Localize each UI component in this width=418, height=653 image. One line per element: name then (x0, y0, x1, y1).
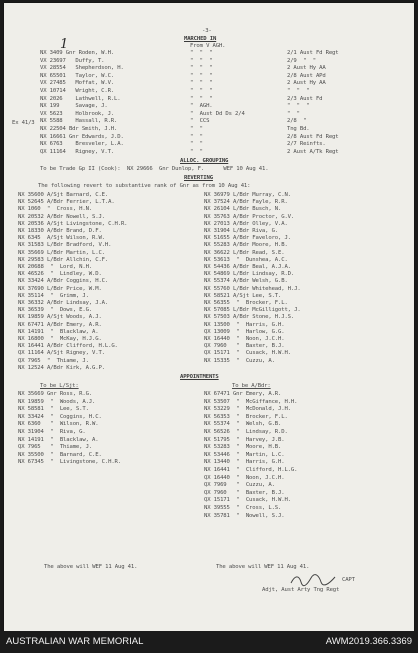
appointment-entry: NX 53507 " McGiffance, H.H. (204, 398, 298, 405)
marched-in-from: " Aust Dd Ds 2/4 (190, 110, 245, 117)
reverting-entry: NX 6345 A/Sjt Wilson, R.W. (18, 235, 105, 242)
marched-in-name: NX 6763 Bresveler, L.A. (40, 141, 124, 148)
appointment-entry: NX 53283 " Moore, H.B. (204, 444, 282, 451)
reverting-intro: The following revert to substantive rank of Gnr as from 10 Aug 41: (38, 183, 251, 189)
wef-right: The above will WEF 11 Aug 41. (216, 564, 310, 570)
reverting-entry: NX 36539 " Dows, E.G. (18, 307, 93, 314)
marched-in-from: " AGH. (190, 103, 213, 110)
reverting-entry: NX 16440 " Noon, J.C.H. (204, 336, 285, 342)
reverting-entry: QX 15171 " Cusack, H.W.H. (204, 350, 291, 357)
reverting-entry: NX 57085 L/Bdr McGilligott, J. (204, 307, 301, 314)
marched-in-from: " " (190, 141, 203, 148)
reverting-entry: NX 36622 L/Bdr Read, S.E. (204, 249, 285, 256)
appointment-entry: NX 13440 " Harris, G.H. (204, 459, 285, 466)
appointment-entry: NX 56526 " Lindsay, R.D. (204, 429, 288, 435)
appointments-title: APPOINTMENTS (180, 374, 219, 380)
reverting-entry: NX 20536 A/Sjt Livingstone, C.H.R. (18, 220, 128, 227)
marched-in-unit: 2/8 Aust Fd Regt (287, 133, 339, 140)
marched-in-from: " " " (190, 88, 213, 94)
marched-in-header-from: From V AGH. (190, 43, 226, 49)
reverting-entry: NX 54436 A/Bdr Beal, A.J.A. (204, 264, 291, 270)
reverting-entry: NX 53613 " Dunshea, A.C. (204, 256, 288, 263)
grouping-title: ALLOC. GROUPING (180, 158, 229, 164)
marched-in-name: NX 5588 Hassall, R.R. (40, 118, 118, 125)
marched-in-unit: " " " (287, 103, 310, 110)
marched-in-name: NX 65501 Taylor, W.C. (40, 72, 115, 79)
marched-in-name: VX 23697 Duffy, T. (40, 57, 105, 64)
reverting-entry: QX 11164 A/Sjt Rigney, V.T. (18, 350, 105, 357)
appointment-entry: QX 16440 " Noon, J.C.H. (204, 474, 285, 481)
marched-in-unit: 2/7 Reinfts. (287, 141, 326, 148)
appointment-entry: NX 35781 " Nowell, S.J. (204, 512, 285, 519)
appointment-entry: QX 7965 " Thiame, J. (18, 444, 93, 451)
reverting-entry: NX 55760 L/Bdr Whitehead, H.J. (204, 285, 301, 292)
reverting-entry: NX 57503 A/Bdr Stone, H.J.S. (204, 314, 295, 321)
reverting-entry: NX 35763 A/Bdr Proctor, G.V. (204, 213, 295, 220)
reverting-entry: NX 20688 " Lord, N.H. (18, 264, 93, 270)
footer-accession: AWM2019.366.3369 (325, 636, 412, 647)
appointment-entry: NX 33424 " Coggins, H.C. (18, 413, 102, 420)
marched-in-name: NX 16661 Gnr Edwards, J.D. (40, 133, 124, 140)
reverting-entry: NX 29583 L/Bdr Allchin, C.F. (18, 256, 109, 263)
marched-in-from: " CCS (190, 118, 210, 125)
document-page (4, 3, 414, 631)
reverting-entry: NX 12524 A/Bdr Kirk, A.G.P. (18, 364, 105, 371)
marched-in-left-tag: Ex 41/3 (12, 120, 35, 126)
reverting-entry: NX 37690 L/Bdr Price, W.M. (18, 285, 102, 292)
marched-in-unit: " " " (287, 88, 310, 94)
reverting-entry: NX 35600 A/Sjt Barnard, C.E. (18, 192, 109, 198)
signature-image (289, 573, 339, 587)
reverting-entry: NX 55374 A/Bdr Welsh, G.B. (204, 278, 288, 285)
appointment-entry: NX 14191 " Blacklaw, A. (18, 436, 99, 443)
appointment-entry: QX 7960 " Baxter, B.J. (204, 489, 285, 496)
marched-in-from: " " " (190, 50, 213, 56)
wef-left: The above will WEF 11 Aug 41. (44, 564, 138, 570)
marched-in-title: MARCHED IN (184, 36, 217, 42)
appointment-entry: NX 58581 " Lee, S.T. (18, 406, 89, 413)
appointment-entry: NX 53229 " McDonald, J.H. (204, 406, 291, 413)
appointment-entry: NX 51795 " Harvey, J.B. (204, 436, 285, 443)
appointment-entry: NX 67345 " Livingstone, C.H.R. (18, 459, 121, 466)
marched-in-from: " " " (190, 57, 213, 64)
reverting-entry: QX 7965 " Thiame, J. (18, 357, 89, 364)
marched-in-unit: 2 Aust Hy AA (287, 65, 326, 72)
marched-in-unit: 2/3 Aust Fd (287, 95, 323, 102)
reverting-entry: NX 46526 " Lindley, W.D. (18, 271, 102, 278)
footer-bar (0, 631, 418, 653)
marched-in-from: " " " (190, 95, 213, 102)
handwritten-mark: 1 (60, 37, 69, 52)
reverting-entry: NX 52645 A/Bdr Ferrier, L.T.A. (18, 199, 115, 206)
reverting-entry: NX 14191 " Blacklaw, A. (18, 328, 99, 335)
reverting-entry: NX 33424 A/Bdr Coggins, H.C. (18, 278, 109, 285)
marched-in-unit: " " (287, 110, 300, 117)
reverting-entry: NX 36979 L/Bdr Murray, C.N. (204, 192, 291, 198)
reverting-entry: NX 51655 A/Bdr Faveloro, J. (204, 235, 291, 242)
appointment-entry: NX 35669 Gnr Ross, R.G. (18, 391, 93, 397)
reverting-entry: NX 35669 L/Bdr Martin, L.C. (18, 249, 105, 256)
marched-in-unit: Tng Bd. (287, 126, 310, 132)
reverting-entry: NX 31904 L/Bdr Riva, G. (204, 228, 279, 234)
reverting-entry: NX 18330 A/Bdr Brand, D.F. (18, 228, 102, 234)
reverting-title: REVERTING (184, 175, 213, 181)
marched-in-unit: 2 Aust A/Tk Regt (287, 148, 339, 155)
reverting-entry: NX 55283 A/Bdr Moore, H.B. (204, 242, 288, 249)
reverting-entry: NX 19859 A/Sjt Woods, A.J. (18, 314, 102, 321)
appointment-entry: NX 16441 " Clifford, H.L.G. (204, 467, 298, 473)
reverting-entry: NX 67471 A/Bdr Emery, A.R. (18, 321, 102, 328)
appointment-entry: NX 39555 " Cross, L.S. (204, 505, 282, 511)
reverting-entry: NX 15335 " Cuzzu, A. (204, 357, 275, 364)
signature-rank: CAPT (342, 577, 355, 583)
reverting-entry: NX 27013 A/Bdr Olley, V.A. (204, 220, 288, 227)
marched-in-from: " " " (190, 72, 213, 79)
marched-in-from: " " (190, 126, 203, 132)
marched-in-name: NX 2026 Lathwell, R.L. (40, 95, 121, 102)
marched-in-name: NX 22504 Bdr Smith, J.H. (40, 126, 118, 132)
marched-in-unit: 2/8 " (287, 118, 307, 125)
signature-line: Adjt, Aust Arty Tng Regt (262, 587, 340, 593)
appointment-entry: NX 55374 " Welsh, G.B. (204, 421, 282, 428)
marched-in-from: " " (190, 133, 203, 140)
marched-in-from: " " (190, 148, 203, 155)
marched-in-name: NX 199 Savage, J. (40, 103, 108, 110)
reverting-entry: NX 58521 A/Sjt Lee, S.T. (204, 292, 282, 299)
reverting-entry: NX 36332 A/Bdr Lindsay, J.A. (18, 300, 109, 306)
marched-in-name: QX 11164 Rigney, V.T. (40, 148, 115, 155)
marched-in-name: VX 28554 Shepherdson, H. (40, 65, 124, 72)
marched-in-name: VX 10714 Wright, C.R. (40, 88, 115, 94)
reverting-entry: NX 31583 L/Bdr Bradford, V.H. (18, 242, 112, 249)
marched-in-unit: 2/1 Aust Fd Regt (287, 50, 339, 56)
reverting-entry: NX 13500 " Harris, G.H. (204, 321, 285, 328)
appointment-entry: NX 31904 " Riva, G. (18, 429, 86, 435)
marched-in-name: NX 3409 Gnr Roden, W.H. (40, 50, 115, 56)
appointment-entry: NX 67471 Gnr Emery, A.R. (204, 391, 282, 397)
reverting-entry: NX 54869 L/Bdr Lindsay, R.D. (204, 271, 295, 278)
grouping-line: To be Trade Gp II (Cook): NX 29666 Gnr Dunlop, F. WEF 10 Aug 41. (40, 166, 269, 172)
marched-in-name: VX 27485 Moffat, W.V. (40, 80, 115, 87)
footer-institution: AUSTRALIAN WAR MEMORIAL (6, 636, 144, 647)
appointments-left-heading: To be L/Sjt: (40, 383, 79, 389)
appointment-entry: NX 53446 " Martin, L.C. (204, 451, 285, 458)
appointment-entry: NX 35500 " Barnard, C.E. (18, 451, 102, 458)
marched-in-unit: 2/8 Aust APd (287, 72, 326, 79)
reverting-entry: QX 7960 " Baxter, B.J. (204, 343, 285, 350)
reverting-entry: NX 37524 A/Bdr Fayle, R.R. (204, 199, 288, 206)
reverting-entry: NX 1060 " Cross, H.N. (18, 206, 93, 213)
reverting-entry: NX 16441 A/Bdr Clifford, H.L.G. (18, 343, 118, 350)
reverting-entry: NX 56355 " Brocker, F.L. (204, 300, 288, 306)
appointments-right-heading: To be A/Bdr: (232, 383, 271, 389)
reverting-entry: NX 26104 L/Bdr Busch, N. (204, 206, 282, 213)
marched-in-name: VX 5623 Holbrook, J. (40, 110, 115, 117)
appointment-entry: NX 56353 " Brocker, F.L. (204, 413, 288, 420)
page-number: -3- (202, 28, 212, 34)
marched-in-from: " " " (190, 80, 213, 87)
reverting-entry: QX 13009 " Harlow, G.G. (204, 328, 285, 335)
appointment-entry: QX 15171 " Cusack, H.W.H. (204, 497, 291, 504)
appointment-entry: NX 6360 " Wilson, R.W. (18, 421, 99, 428)
marched-in-unit: 2 Aust Hy AA (287, 80, 326, 87)
reverting-entry: NX 16800 " McKay, H.J.G. (18, 336, 102, 342)
marched-in-unit: 2/9 " " (287, 57, 316, 64)
reverting-entry: NX 20532 A/Bdr Nowell, S.J. (18, 213, 105, 220)
appointment-entry: NX 19859 " Woods, A.J. (18, 398, 96, 405)
reverting-entry: NX 35114 " Grimm, J. (18, 292, 89, 299)
marched-in-from: " " " (190, 65, 213, 72)
appointment-entry: QX 7969 " Cuzzu, A. (204, 482, 275, 489)
